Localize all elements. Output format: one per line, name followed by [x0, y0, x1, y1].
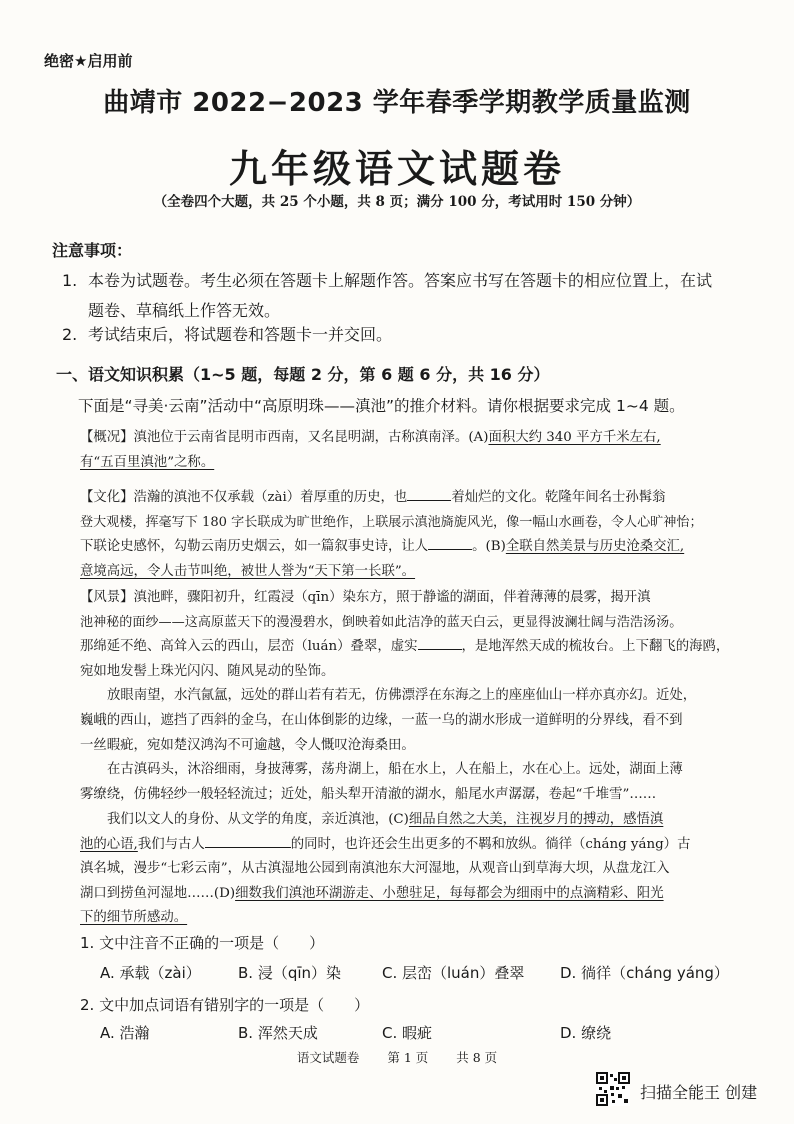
passage-text: 【风景】滇池畔，骤阳初升，红霞浸（qīn）染东方，照于静谧的湖面，伴着薄薄的晨雾，揭开滇	[80, 590, 651, 605]
passage-text: 【概况】滇池位于云南省昆明市西南，又名昆明湖，古称滇南泽。(A)	[80, 430, 489, 445]
footer-page-number: 第 1 页	[387, 1050, 429, 1065]
exam-title: 曲靖市 2022−2023 学年春季学期教学质量监测	[103, 88, 691, 118]
fill-blank	[205, 833, 291, 848]
passage-text: 的同时，也许还会生出更多的不羁和放纵。徜徉（cháng yáng）古	[290, 836, 691, 852]
footer-subject: 语文试题卷	[296, 1050, 360, 1065]
underlined-sentence-b: 意境高远，令人击节叫绝，被世人誉为“天下第一长联”。	[80, 563, 416, 579]
qr-code-icon	[596, 1072, 630, 1106]
passage-text: 我们与古人	[137, 836, 205, 852]
fill-blank	[418, 635, 462, 650]
paper-subject-title: 九年级语文试题卷	[228, 147, 565, 191]
passage-text: 【文化】浩瀚的滇池不仅承载（zài）着厚重的历史，也	[80, 490, 408, 505]
passage-text: 湖口到捞鱼河湿地……(D)	[80, 885, 236, 901]
underlined-sentence-d: 下的细节所感动。	[80, 910, 188, 926]
note-text: 考试结束后，将试题卷和答题卡一并交回。	[88, 325, 393, 344]
question-2-stem: 2. 文中加点词语有错别字的一项是（ ）	[80, 996, 370, 1014]
question-1-option-b[interactable]: B. 浸（qīn）染	[238, 964, 342, 982]
fill-blank	[407, 486, 451, 501]
passage-text: 池神秘的面纱——这高原蓝天下的漫漫碧水，倒映着如此洁净的蓝天白云，更显得波澜壮阔与浩浩汤汤。	[80, 614, 683, 630]
fill-blank	[428, 535, 472, 550]
passage-text: ，是地浑然天成的梳妆台。上下翻飞的海鸥，	[461, 639, 730, 655]
question-1-option-c[interactable]: C. 层峦（luán）叠翠	[382, 964, 525, 982]
confidential-mark: 绝密★启用前	[44, 52, 133, 70]
passage-overview	[80, 426, 755, 475]
question-2-option-d[interactable]: D. 缭绕	[560, 1024, 612, 1042]
note-number: 1.	[62, 271, 78, 290]
question-1-option-d[interactable]: D. 徜徉（cháng yáng）	[560, 964, 729, 982]
passage-text: 雾缭绕，仿佛轻纱一般轻轻流过；近处，船头犁开清澈的湖水，船尾水声潺潺，卷起“千堆雪”……	[80, 786, 657, 802]
note-item-2	[62, 320, 748, 350]
underlined-sentence-c: 细品自然之大美，注视岁月的搏动，感悟滇	[408, 812, 664, 827]
note-text: 题卷、草稿纸上作答无效。	[88, 301, 281, 320]
passage-text: 我们以文人的身份、从文学的角度，亲近滇池，(C)	[107, 812, 409, 827]
question-2-option-a[interactable]: A. 浩瀚	[100, 1024, 150, 1042]
passage-text: 滇名城，漫步“七彩云南”，从古滇湿地公园到南滇池东大河湿地，从观音山到草海大坝，从盘龙江入	[80, 861, 670, 877]
note-text: 本卷为试题卷。考生必须在答题卡上解题作答。答案应书写在答题卡的相应位置上，在试	[88, 271, 713, 290]
passage-text: 下联论史感怀，勾勒云南历史烟云，如一篇叙事史诗，让人	[80, 539, 429, 555]
passage-text: 巍峨的西山，遮挡了西斜的金乌，在山体倒影的边缘，一蓝一乌的湖水形成一道鲜明的分界线，看不到	[80, 712, 683, 728]
question-2-option-b[interactable]: B. 浑然天成	[238, 1024, 318, 1042]
passage-text: 登大观楼，挥毫写下 180 字长联成为旷世绝作，上联展示滇池旖旎风光，像一幅山水画卷，令人心旷神怡；	[80, 514, 703, 530]
passage-culture	[80, 486, 755, 584]
passage-text: 一丝暇疵，宛如楚汉鸿沟不可逾越，令人慨叹沧海桑田。	[80, 737, 415, 753]
underlined-sentence-b: 全联自然美景与历史沧桑交汇,	[505, 539, 685, 555]
passage-text: 宛如地发髻上珠光闪闪、随风晃动的坠饰。	[80, 663, 335, 679]
scanner-watermark: 扫描全能王 创建	[640, 1083, 758, 1102]
question-1-stem: 1. 文中注音不正确的一项是（ ）	[80, 934, 325, 952]
section-heading: 一、语文知识积累（1~5 题，每题 2 分，第 6 题 6 分，共 16 分）	[56, 365, 550, 384]
paper-info: （全卷四个大题，共 25 个小题，共 8 页；满分 100 分，考试用时 150 分钟）	[153, 194, 641, 210]
notes-heading: 注意事项：	[52, 241, 133, 260]
note-item-1	[62, 266, 748, 326]
passage-text: 放眼南望，水汽氤氲，远处的群山若有若无，仿佛漂浮在东海之上的座座仙山一样亦真亦幻。近处，	[107, 688, 697, 704]
passage-text: 着灿烂的文化。乾隆年间名士孙髯翁	[451, 490, 666, 505]
underlined-sentence-d: 细数我们滇池环湖游走、小憩驻足，每每都会为细雨中的点滴精彩、阳光	[235, 885, 664, 901]
question-2-option-c[interactable]: C. 暇疵	[382, 1024, 433, 1042]
footer-total-pages: 共 8 页	[456, 1050, 498, 1065]
passage-text: 在古滇码头，沐浴细雨，身披薄雾，荡舟湖上，船在水上，人在船上，水在心上。远处，湖面上薄	[107, 762, 683, 778]
passage-scenery	[80, 586, 755, 807]
passage-closing	[80, 808, 755, 931]
page-footer	[0, 1048, 794, 1066]
underlined-sentence-a: 有“五百里滇池”之称。	[80, 454, 215, 470]
question-1-option-a[interactable]: A. 承载（zài）	[100, 964, 201, 982]
passage-text: 那绵延不绝、高耸入云的西山，层峦（luán）叠翠，虚实	[80, 639, 418, 655]
underlined-sentence-a: 面积大约 340 平方千米左右,	[488, 430, 661, 445]
note-number: 2.	[62, 325, 78, 344]
section-intro: 下面是“寻美·云南”活动中“高原明珠——滇池”的推介材料。请你根据要求完成 1~4 题。	[78, 397, 685, 415]
underlined-sentence-c: 池的心语,	[80, 836, 138, 852]
passage-text: 。(B)	[472, 539, 506, 555]
